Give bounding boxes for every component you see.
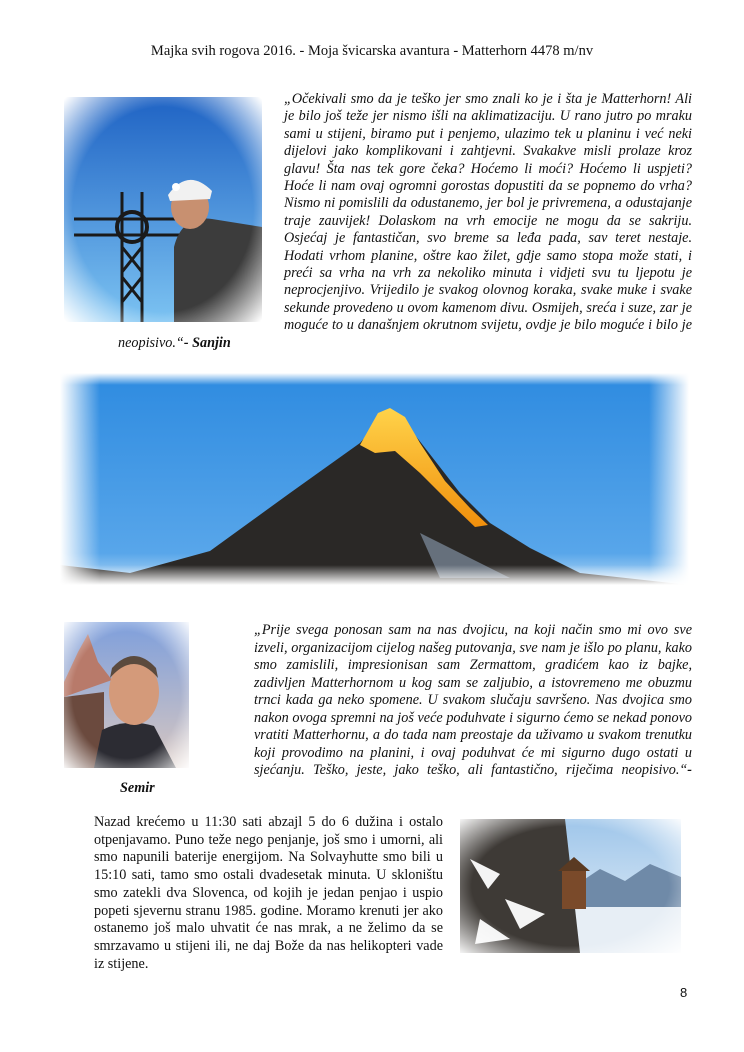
quote-semir-signature: - Semir (120, 762, 692, 796)
summit-cross-photo (64, 97, 262, 322)
matterhorn-sunrise-photo (60, 373, 689, 585)
page-header: Majka svih rogova 2016. - Moja švicarska avantura - Matterhorn 4478 m/nv (150, 43, 594, 59)
quote-sanjin-signature: - Sanjin (183, 334, 231, 351)
solvay-hut-photo (460, 819, 681, 953)
quote-semir-text: „Prije svega ponosan sam na nas dvojicu, na koji način smo mi ovo sve izveli, organizacijom cijelog našeg putovanja, sve nam je išlo po planu, kako smo zamislili, impresionisan sam Zermattom, gradićem kao iz bajke, zadivljen Matterhornom u kog sam se zaljubio, a istovremeno me obuzmu trnci kada ga neko spomene. U svakom slučaju savršeno. Nas dvojica smo nakon ovoga spremni na još veće poduhvate i sigurno ćemo se nekad ponovo vratiti Matterhornu, a do tada nam preostaje da uživamo u svakom trenutku koji provodimo na planini, i ovaj poduhvat će mi sigurno dugo ostati u sjećanju. Teško, jeste, jako teško, ali fantastično, riječima neopisivo.“ (254, 622, 692, 778)
portrait-photo (64, 622, 189, 768)
narrative-text: Nazad krećemo u 11:30 sati abzajl 5 do 6 dužina i ostalo otpenjavamo. Puno teže nego penjanje, još smo i umorni, ali smo napunili baterije energijom. Na Solvayhutte smo bili u 15:10 sati, tamo smo ostali dvadesetak minuta. U skloništu smo zatekli dva Slovenca, od kojih je jedan penjao i uspio popeti sjevernu stranu 1985. godine. Moramo krenuti jer ako ostanemo još malo uhvatit će nas mrak, a ne želimo da se smrzavamo u stijeni ili, ne daj Bože da nas helikopteri vade iz stijene. (94, 814, 443, 972)
narrative-paragraph (50, 814, 443, 973)
quote-sanjin-text: „Očekivali smo da je teško jer smo znali ko je i šta je Matterhorn! Ali je bilo još teže jer nismo išli na aklimatizaciju. U rano jutro po mraku sami u stijeni, biramo put i penjemo, ulazimo tek u planinu i već neki dijelovi jako komplikovani i zahtjevni. Svakakve misli prolaze kroz glavu! Šta nas tek gore čeka? Hoćemo li moći? Hoćemo li uspjeti? Hoće li nam ovaj ogromni gorostas dopustiti da se popnemo do vrha? Nismo ni pomislili da odustanemo, jer bol je privremena, a odustajanje traje zauvijek! Dolaskom na vrh emocije ne mogu da se sakriju. Osjećaj je fantastičan, svo breme sa leđa pada, sav teret nestaje. Hodati vrhom planine, oštre kao žilet, gdje samo stopa može stati, i preći sa vrha na vrh za nekoliko minuta i vidjeti svu tu ljepotu je neprocjenjivo. Vrijedilo je svakog olovnog koraka, svake muke i svake sekunde provedeno u ovom kamenom divu. Osmijeh, sreća i suze, zar je moguće to u današnjem okrutnom svijetu, ovdje je bilo moguće i bilo je neopisivo.“ (118, 91, 692, 351)
page-number: 8 (680, 985, 688, 1000)
